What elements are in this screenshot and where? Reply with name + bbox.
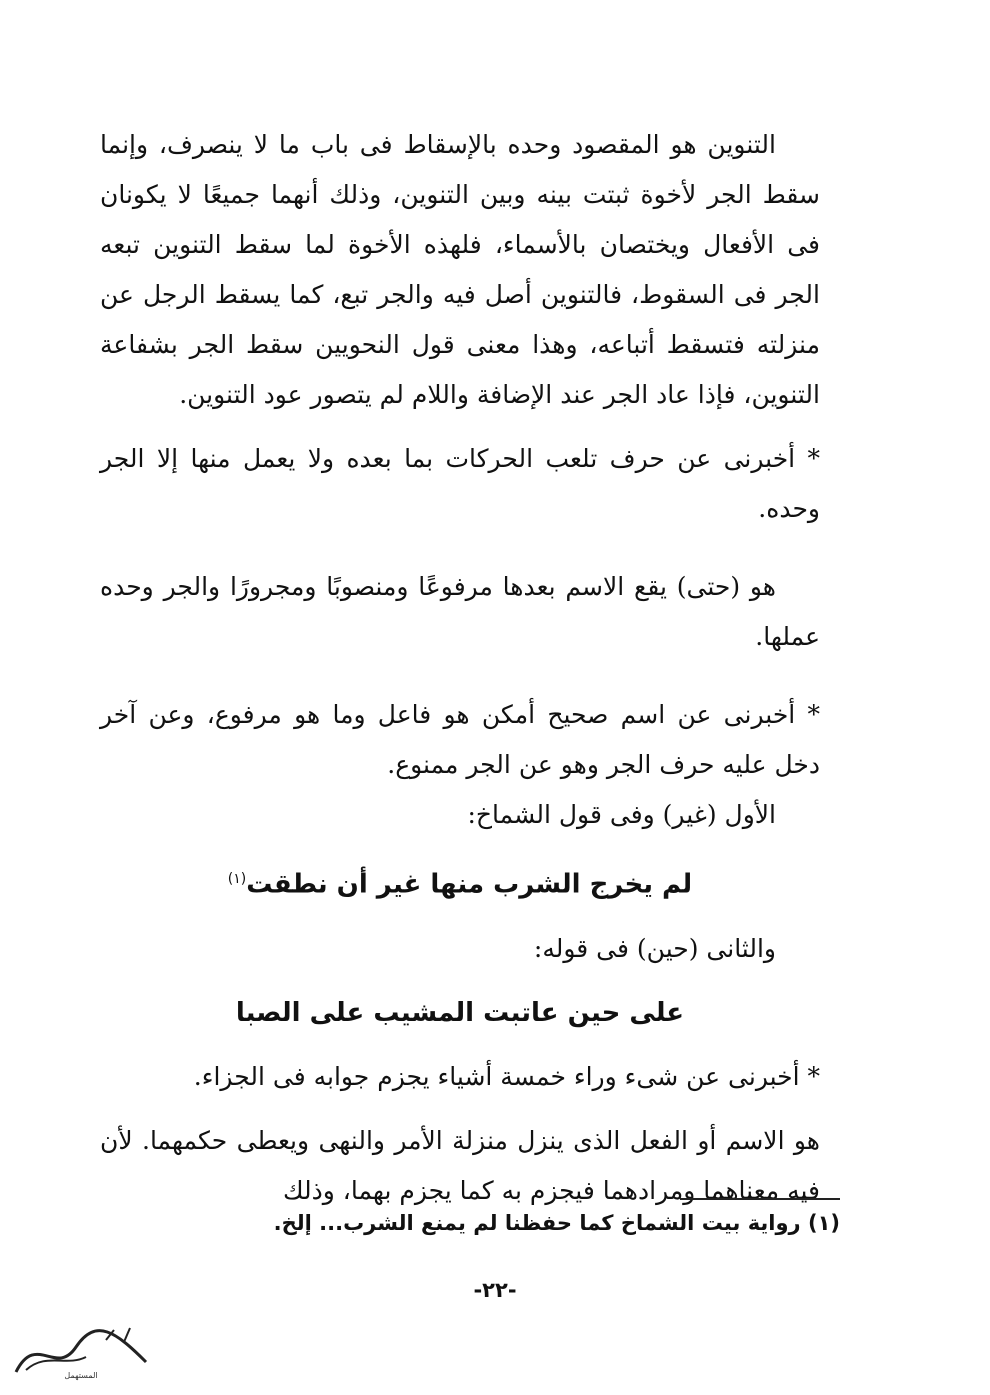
question-jazm: * أخبرنى عن شىء وراء خمسة أشياء يجزم جوابه فى الجزاء. — [193, 1061, 820, 1091]
main-text — [100, 120, 820, 1216]
verse-heen: على حين عاتبت المشيب على الصبا — [235, 997, 685, 1028]
footnote: (١) رواية بيت الشماخ كما حفظنا لم يمنع الشرب... إلخ. — [273, 1211, 840, 1235]
stamp-text: المستهمل — [64, 1371, 98, 1380]
verse-shammakh-text: لم يخرج الشرب منها غير أن نطقت — [246, 869, 693, 900]
question-ghayr-heen: * أخبرنى عن اسم صحيح أمكن هو فاعل وما هو مرفوع، وعن آخر دخل عليه حرف الجر وهو عن الجر ممنوع. — [100, 700, 820, 779]
answer-hatta: هو (حتى) يقع الاسم بعدها مرفوعًا ومنصوبًا ومجرورًا والجر وحده عملها. — [100, 572, 820, 651]
question-hatta: * أخبرنى عن حرف تلعب الحركات بما بعده ولا يعمل منها إلا الجر وحده. — [100, 444, 820, 523]
verse-shammakh — [100, 854, 820, 910]
answer-jazm: هو الاسم أو الفعل الذى ينزل منزلة الأمر والنهى ويعطى حكمهما. لأن فيه معناهما ومرادهما فيجزم به كما يجزم بهما، وذلك — [100, 1125, 820, 1205]
footnote-marker: (١) — [227, 871, 247, 887]
answer-ghayr: الأول (غير) وفى قول الشماخ: — [467, 800, 776, 829]
page-number: -٢٢- — [473, 1278, 517, 1302]
footnote-divider — [680, 1198, 840, 1200]
paragraph-tanween: التنوين هو المقصود وحده بالإسقاط فى باب ما لا ينصرف، وإنما سقط الجر لأخوة ثبتت بينه وبين التنوين، وذلك أنهما جميعًا لا يكونان فى الأفعال ويختصان بالأسماء، فلهذه الأخوة لما سقط التنوين تبعه الجر فى السقوط، فالتنوين أصل فيه والجر تبع، كما يسقط الرجل عن منزلته فتسقط أتباعه، وهذا معنى قول النحويين سقط الجر بشفاعة التنوين، فإذا عاد الجر عند الإضافة واللام لم يتصور عود التنوين. — [100, 130, 820, 409]
answer-heen: والثانى (حين) فى قوله: — [533, 933, 776, 963]
library-stamp-icon — [6, 1322, 156, 1382]
